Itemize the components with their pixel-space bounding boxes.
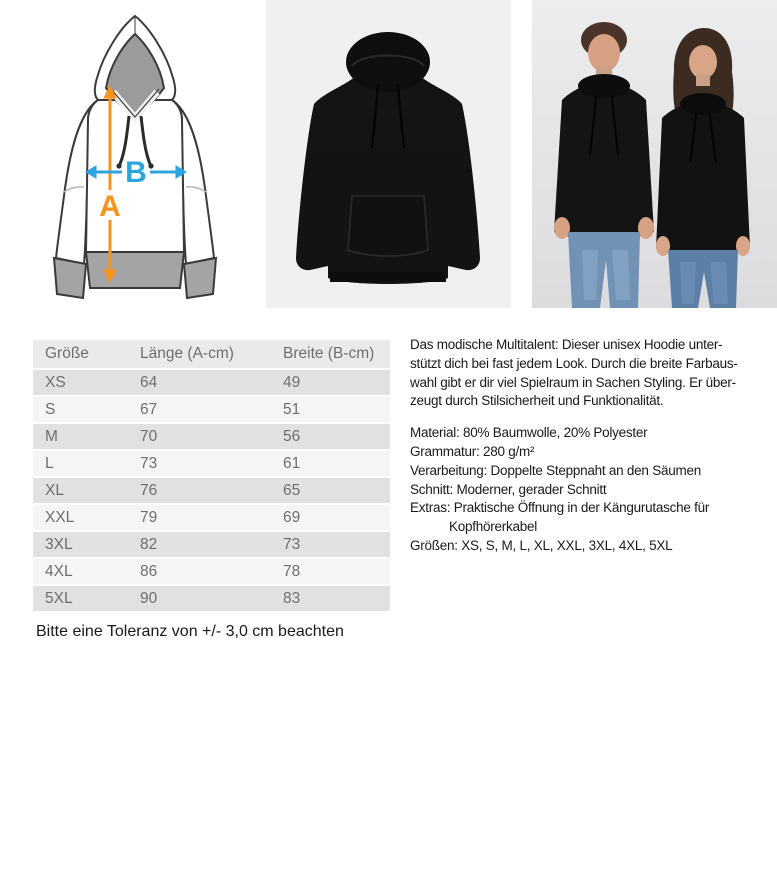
table-row (33, 424, 390, 449)
table-row (33, 559, 390, 584)
size-cell: S (45, 400, 56, 418)
size-cell: XS (45, 373, 66, 391)
size-cell: 65 (283, 481, 301, 499)
description-line: Kopfhörerkabel (449, 519, 538, 535)
measure-b-label: B (125, 156, 147, 189)
table-row (33, 586, 390, 611)
size-cell: 5XL (45, 589, 73, 607)
size-cell: 79 (140, 508, 158, 526)
size-cell: 82 (140, 535, 158, 553)
black-hoodie-image (266, 0, 511, 308)
size-cell: M (45, 427, 58, 445)
size-cell: XL (45, 481, 64, 499)
size-cell: 67 (140, 400, 158, 418)
size-cell: 83 (283, 589, 301, 607)
size-cell: 78 (283, 562, 301, 580)
table-row (33, 532, 390, 557)
size-cell: 86 (140, 562, 158, 580)
description-line: zeugt durch Stilsicherheit und Funktionalität. (410, 393, 664, 409)
table-row (33, 451, 390, 476)
description-line: Extras: Praktische Öffnung in der Kängurutasche für (410, 500, 710, 516)
description-line: Material: 80% Baumwolle, 20% Polyester (410, 425, 648, 441)
size-cell: 69 (283, 508, 301, 526)
column-header-groesse: Größe (45, 345, 89, 362)
description-line: wahl gibt er dir viel Spielraum in Sachen Styling. Er über- (410, 374, 736, 390)
hoodie-front-photo (266, 0, 511, 308)
table-row (33, 505, 390, 530)
table-header-row (33, 340, 390, 368)
product-description (410, 336, 777, 556)
tolerance-note: Bitte eine Toleranz von +/- 3,0 cm beachten (36, 623, 344, 640)
size-cell: 61 (283, 454, 301, 472)
hoodie-measure-diagram-icon (28, 0, 252, 312)
measure-a-label: A (99, 190, 121, 223)
size-cell: 56 (283, 427, 301, 445)
description-line: Das modische Multitalent: Dieser unisex Hoodie unter- (410, 337, 723, 352)
size-cell: 51 (283, 400, 301, 418)
size-cell: 73 (140, 454, 158, 472)
description-line: Größen: XS, S, M, L, XL, XXL, 3XL, 4XL, 5XL (410, 537, 673, 553)
column-header-laenge: Länge (A-cm) (140, 345, 234, 362)
models-photo (532, 0, 777, 308)
size-cell: 90 (140, 589, 158, 607)
size-table (33, 340, 390, 613)
table-row (33, 370, 390, 395)
size-cell: L (45, 454, 54, 472)
size-diagram-panel (28, 0, 252, 312)
table-row (33, 478, 390, 503)
table-body (33, 370, 390, 611)
size-cell: 64 (140, 373, 158, 391)
description-line: Schnitt: Moderner, gerader Schnitt (410, 481, 607, 497)
column-header-breite: Breite (B-cm) (283, 345, 375, 362)
table-row (33, 397, 390, 422)
description-specs (410, 424, 777, 556)
size-cell: 70 (140, 427, 158, 445)
size-cell: 73 (283, 535, 301, 553)
description-line: Verarbeitung: Doppelte Steppnaht an den Säumen (410, 462, 701, 478)
size-cell: 3XL (45, 535, 73, 553)
description-line: stützt dich bei fast jedem Look. Durch die breite Farbaus- (410, 355, 738, 371)
size-cell: 4XL (45, 562, 73, 580)
size-cell: XXL (45, 508, 75, 526)
models-image (532, 0, 777, 308)
size-cell: 49 (283, 373, 301, 391)
description-line: Grammatur: 280 g/m² (410, 443, 535, 459)
size-cell: 76 (140, 481, 158, 499)
description-intro (410, 336, 777, 411)
